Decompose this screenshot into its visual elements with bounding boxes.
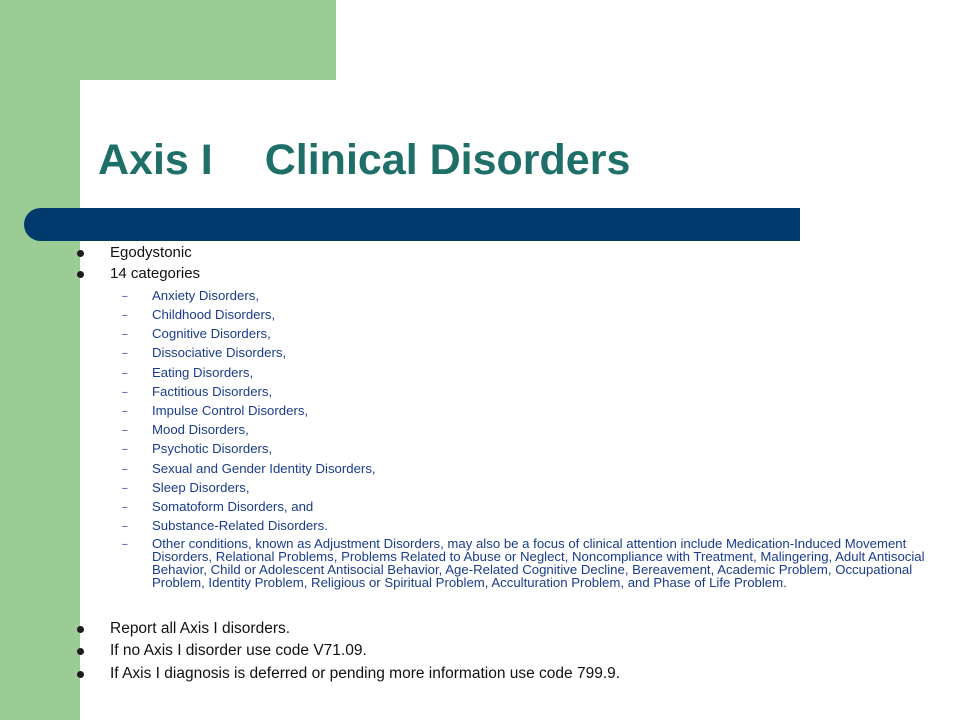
category-item: – Eating Disorders, bbox=[152, 366, 253, 380]
other-conditions-paragraph: – Other conditions, known as Adjustment Disorders, may also be a focus of clinical attention include Medication-Induced Movement Disorders, Relational Problems, Problems Related to Abuse or Neglect, Noncompliance with Treatment, Malingering, Adult Antisocial Behavior, Child or Adolescent Antisocial Behavior, Age-Related Cognitive Decline, Bereavement, Academic Problem, Occupational Problem, Identity Problem, Religious or Spiritual Problem, Acculturation Problem, and Phase of Life Problem. bbox=[152, 537, 960, 589]
category-item: – Anxiety Disorders, bbox=[152, 289, 259, 303]
category-item: – Factitious Disorders, bbox=[152, 385, 272, 399]
category-item: – Substance-Related Disorders. bbox=[152, 519, 328, 533]
title-name: Clinical Disorders bbox=[264, 136, 631, 184]
category-item: – Impulse Control Disorders, bbox=[152, 404, 308, 418]
category-item: – Somatoform Disorders, and bbox=[152, 500, 313, 514]
bullet-deferred-code: If Axis I diagnosis is deferred or pending more information use code 799.9. bbox=[110, 665, 621, 682]
bullet-no-axis-i-code: If no Axis I disorder use code V71.09. bbox=[110, 642, 367, 659]
category-item: – Sleep Disorders, bbox=[152, 481, 249, 495]
category-item: – Dissociative Disorders, bbox=[152, 346, 286, 360]
bullet-report-axis-i: Report all Axis I disorders. bbox=[110, 620, 291, 637]
category-item: – Cognitive Disorders, bbox=[152, 327, 271, 341]
category-item: – Psychotic Disorders, bbox=[152, 442, 272, 456]
category-item: – Mood Disorders, bbox=[152, 423, 249, 437]
category-item: – Childhood Disorders, bbox=[152, 308, 275, 322]
title-axis: Axis I bbox=[98, 136, 213, 184]
category-item: – Sexual and Gender Identity Disorders, bbox=[152, 462, 376, 476]
bullet-14-categories: 14 categories bbox=[110, 265, 201, 282]
bullet-egodystonic: Egodystonic bbox=[110, 244, 192, 261]
